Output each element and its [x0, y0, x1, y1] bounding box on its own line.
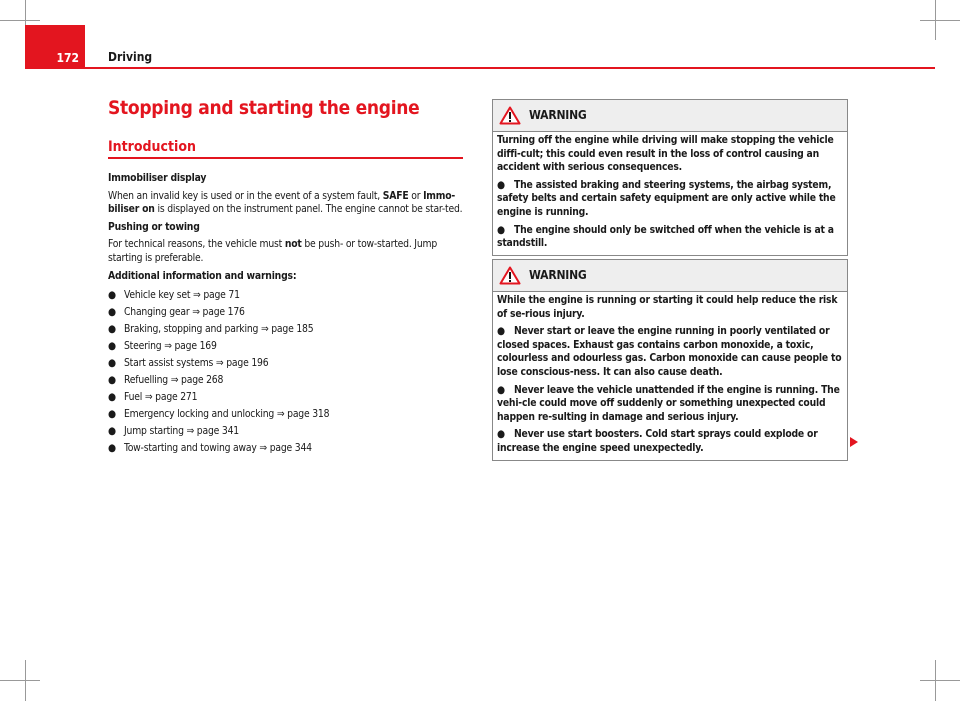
bullet-icon: ●	[108, 424, 116, 437]
warning-bullet-text: Never leave the vehicle unattended if the engine is running. The vehi-cle could move off suddenly or something unexpected could happen re-sulting in damage and serious injury.	[497, 383, 840, 423]
towing-text	[108, 238, 466, 265]
reference-item[interactable]	[108, 406, 466, 423]
reference-text[interactable]: Vehicle key set ⇒ page 71	[124, 288, 240, 301]
crop-mark	[920, 680, 960, 681]
reference-item[interactable]	[108, 372, 466, 389]
safe-symbol: SAFE	[382, 189, 409, 202]
left-column	[108, 172, 466, 457]
text-bold: not	[284, 238, 302, 251]
additional-heading: Additional information and warnings:	[108, 269, 297, 282]
reference-text[interactable]: Jump starting ⇒ page 341	[124, 424, 239, 437]
reference-item[interactable]	[108, 423, 466, 440]
towing-heading: Pushing or towing	[108, 220, 200, 233]
reference-item[interactable]	[108, 440, 466, 457]
text: or	[408, 189, 424, 202]
immobiliser-text	[108, 190, 466, 217]
text: is displayed on the instrument panel. The engine cannot be star-ted.	[154, 203, 463, 216]
bullet-icon: ●	[108, 305, 116, 318]
bullet-icon: ●	[108, 356, 116, 369]
warning-bullet	[497, 325, 843, 379]
warning-bullet-text: The assisted braking and steering systems, the airbag system, safety belts and certain safety equipment are only active while the engine is running.	[497, 178, 836, 218]
reference-text[interactable]: Changing gear ⇒ page 176	[124, 305, 245, 318]
reference-item[interactable]	[108, 321, 466, 338]
immobiliser-heading: Immobiliser display	[108, 172, 207, 184]
warning-header	[493, 100, 847, 132]
reference-text[interactable]: Refuelling ⇒ page 268	[124, 373, 224, 386]
continue-arrow-icon	[850, 437, 858, 447]
header-rule	[25, 67, 935, 69]
reference-text[interactable]: Tow-starting and towing away ⇒ page 344	[124, 441, 312, 454]
warning-bullet-text: Never start or leave the engine running in poorly ventilated or closed spaces. Exhaust gas contains carbon monoxide, a toxic, colourless and odourless gas. Carbon monoxide can cause people to lose conscious-ness. It can also cause death.	[497, 325, 842, 378]
reference-list	[108, 287, 466, 457]
subtitle: Introduction	[108, 139, 463, 159]
bullet-icon: ●	[108, 322, 116, 335]
section-title: Driving	[108, 50, 153, 64]
reference-text[interactable]: Emergency locking and unlocking ⇒ page 318	[124, 407, 330, 420]
warning-bullet	[497, 179, 843, 220]
text: For technical reasons, the vehicle must	[108, 238, 285, 251]
warning-intro: Turning off the engine while driving will make stopping the vehicle diffi-cult; this could even result in the loss of control causing an accident with serious consequences.	[497, 134, 834, 174]
reference-text[interactable]: Start assist systems ⇒ page 196	[124, 356, 269, 369]
reference-text[interactable]: Fuel ⇒ page 271	[124, 390, 198, 403]
bullet-icon: ●	[108, 390, 116, 403]
text-bold: Immo-biliser on	[108, 189, 456, 216]
crop-mark	[0, 20, 40, 21]
bullet-icon: ●	[108, 288, 116, 301]
warning-bullet	[497, 428, 843, 455]
bullet-icon: ●	[108, 373, 116, 386]
page-title: Stopping and starting the engine	[108, 97, 420, 119]
warning-header	[493, 260, 847, 292]
reference-item[interactable]	[108, 287, 466, 304]
reference-text[interactable]: Steering ⇒ page 169	[124, 339, 217, 352]
bullet-icon: ●	[497, 428, 514, 441]
crop-mark	[935, 0, 936, 40]
warning-box	[492, 99, 848, 256]
warning-box	[492, 259, 848, 461]
warning-triangle-icon	[499, 266, 521, 285]
text: When an invalid key is used or in the event of a system fault,	[108, 189, 383, 202]
bullet-icon: ●	[497, 223, 514, 236]
warning-triangle-icon	[499, 106, 521, 125]
warning-body	[493, 132, 847, 255]
reference-item[interactable]	[108, 304, 466, 321]
crop-mark	[25, 660, 26, 701]
reference-item[interactable]	[108, 338, 466, 355]
crop-mark	[935, 660, 936, 701]
bullet-icon: ●	[497, 178, 514, 191]
warning-bullet	[497, 384, 843, 425]
warning-body	[493, 292, 847, 460]
crop-mark	[0, 680, 40, 681]
bullet-icon: ●	[108, 339, 116, 352]
page-number-box	[25, 25, 85, 68]
warning-label: WARNING	[529, 107, 587, 122]
warning-intro: While the engine is running or starting it could help reduce the risk of se-rious injury.	[497, 294, 838, 320]
page-number: 172	[56, 51, 79, 65]
reference-item[interactable]	[108, 355, 466, 372]
reference-text[interactable]: Braking, stopping and parking ⇒ page 185	[124, 322, 314, 335]
bullet-icon: ●	[497, 383, 514, 396]
warning-label: WARNING	[529, 267, 587, 282]
warning-bullet-text: Never use start boosters. Cold start sprays could explode or increase the engine speed unexpectedly.	[497, 428, 818, 454]
text: be push- or tow-started. Jump starting is preferable.	[108, 238, 438, 264]
bullet-icon: ●	[108, 407, 116, 420]
warning-bullet	[497, 224, 843, 251]
crop-mark	[920, 20, 960, 21]
reference-item[interactable]	[108, 389, 466, 406]
bullet-icon: ●	[108, 441, 116, 454]
bullet-icon: ●	[497, 325, 514, 338]
warning-bullet-text: The engine should only be switched off when the vehicle is at a standstill.	[497, 223, 834, 250]
